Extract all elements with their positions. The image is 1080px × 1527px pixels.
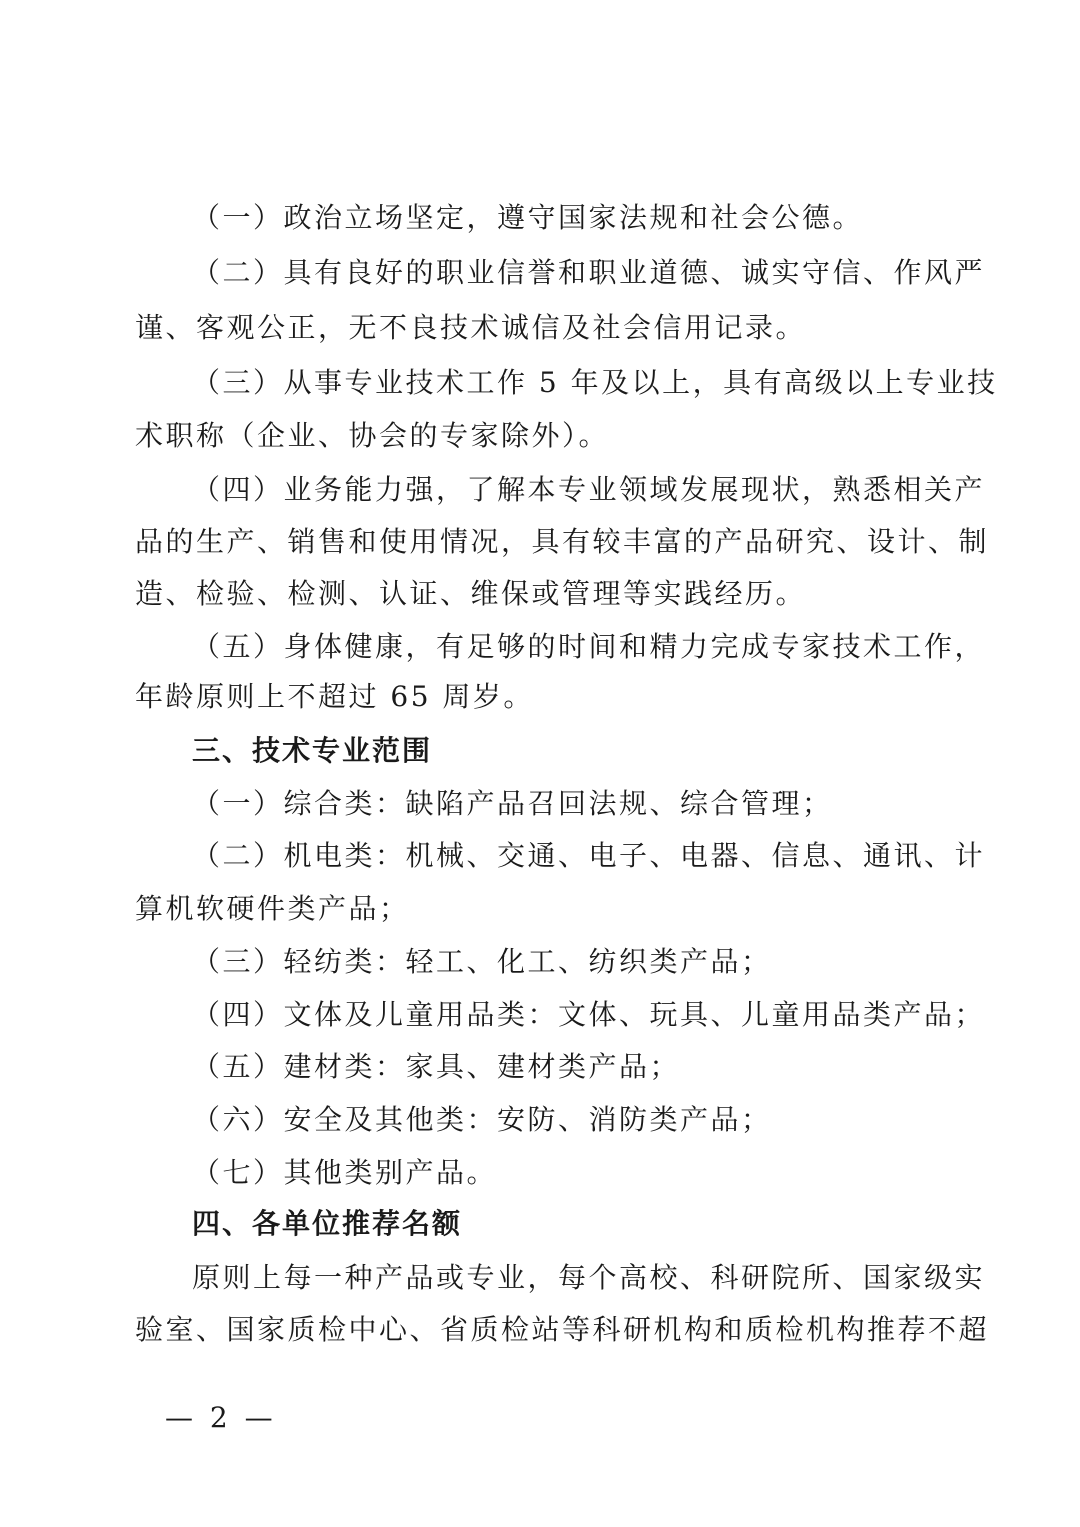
scope-item-1: （一）综合类：缺陷产品召回法规、综合管理；	[192, 787, 833, 820]
criteria-item-1: （一）政治立场坚定，遵守国家法规和社会公德。	[192, 201, 864, 234]
criteria-item-3-line-1: （三）从事专业技术工作 5 年及以上，具有高级以上专业技	[192, 366, 998, 399]
criteria-item-3-line-2: 术职称（企业、协会的专家除外）。	[135, 419, 610, 452]
quota-paragraph-line-1: 原则上每一种产品或专业，每个高校、科研院所、国家级实	[192, 1261, 986, 1294]
section-3-heading: 三、技术专业范围	[192, 734, 433, 767]
criteria-item-2-line-1: （二）具有良好的职业信誉和职业道德、诚实守信、作风严	[192, 256, 986, 289]
page-number: — 2 —	[165, 1401, 277, 1434]
criteria-item-4-line-1: （四）业务能力强，了解本专业领域发展现状，熟悉相关产	[192, 473, 986, 506]
scope-item-2-line-2: 算机软硬件类产品；	[135, 892, 410, 925]
scope-item-5: （五）建材类：家具、建材类产品；	[192, 1050, 681, 1083]
criteria-item-5-line-1: （五）身体健康，有足够的时间和精力完成专家技术工作，	[192, 630, 986, 663]
scope-item-2-line-1: （二）机电类：机械、交通、电子、电器、信息、通讯、计	[192, 839, 986, 872]
scope-item-3: （三）轻纺类：轻工、化工、纺织类产品；	[192, 945, 772, 978]
scope-item-4: （四）文体及儿童用品类：文体、玩具、儿童用品类产品；	[192, 998, 986, 1031]
criteria-item-4-line-3: 造、检验、检测、认证、维保或管理等实践经历。	[135, 577, 807, 610]
section-4-heading: 四、各单位推荐名额	[192, 1207, 463, 1240]
criteria-item-5-line-2: 年龄原则上不超过 65 周岁。	[135, 680, 534, 713]
scope-item-7: （七）其他类别产品。	[192, 1156, 498, 1189]
quota-paragraph-line-2: 验室、国家质检中心、省质检站等科研机构和质检机构推荐不超	[135, 1313, 990, 1346]
criteria-item-4-line-2: 品的生产、销售和使用情况，具有较丰富的产品研究、设计、制	[135, 525, 990, 558]
criteria-item-2-line-2: 谨、客观公正，无不良技术诚信及社会信用记录。	[135, 311, 807, 344]
scope-item-6: （六）安全及其他类：安防、消防类产品；	[192, 1103, 772, 1136]
